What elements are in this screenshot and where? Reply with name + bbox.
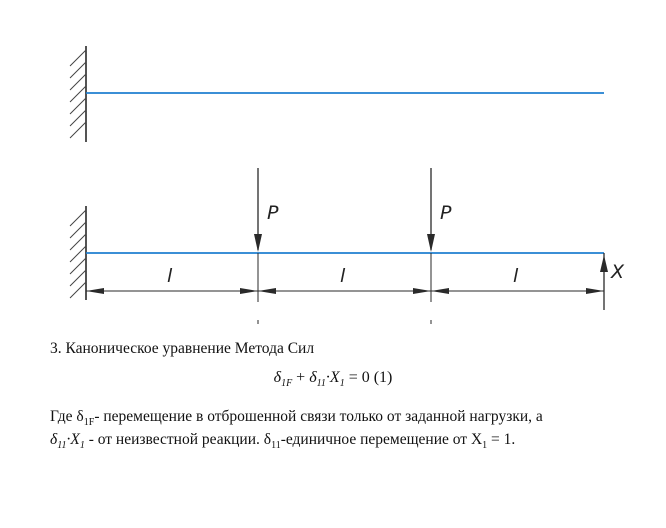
eq-delta-2-sub: 11	[316, 378, 326, 390]
line2-dot: ·	[66, 431, 71, 448]
load-label-2: P	[440, 202, 452, 224]
line1-a-sub: 1F	[83, 417, 95, 429]
line2-c-sub: 1	[482, 440, 488, 452]
bottom-wall-support	[70, 206, 86, 300]
line2-b: - от неизвестной реакции. δ	[84, 431, 272, 448]
line2-delta-sub: 11	[57, 440, 67, 452]
line2-delta: δ	[50, 431, 58, 448]
eq-x: X	[329, 369, 340, 386]
eq-x-sub: 1	[339, 378, 345, 390]
explanation-line-2	[50, 430, 650, 456]
dimension-extension-lines	[258, 253, 431, 324]
load-arrow-2	[427, 168, 435, 252]
top-wall-support	[70, 46, 86, 142]
line1-b: - перемещение в отброшенной связи только от заданной нагрузки, а	[94, 408, 543, 425]
eq-delta-1-sub: 1F	[281, 378, 293, 390]
eq-plus: +	[292, 369, 310, 386]
eq-dot: ·	[325, 369, 330, 386]
line2-x-sub: 1	[79, 440, 85, 452]
eq-delta-2: δ	[309, 369, 317, 386]
span-label-3: l	[513, 265, 519, 287]
load-arrow-1	[254, 168, 262, 252]
line2-b-sub: 11	[271, 440, 281, 452]
canonical-equation	[0, 369, 666, 389]
span-label-2: l	[340, 265, 346, 287]
eq-delta-1: δ	[273, 369, 282, 386]
line2-end: = 1.	[487, 431, 516, 448]
eq-rhs: = 0 (1)	[344, 369, 393, 386]
reaction-arrow	[600, 253, 608, 310]
reaction-label: X	[611, 261, 625, 283]
span-label-1: l	[167, 265, 173, 287]
load-label-1: P	[267, 202, 279, 224]
line2-c: -единичное перемещение от X	[280, 431, 483, 448]
line2-x: X	[70, 431, 80, 448]
section-heading: 3. Каноническое уравнение Метода Сил	[50, 340, 315, 357]
line1-a: Где δ	[50, 408, 84, 425]
